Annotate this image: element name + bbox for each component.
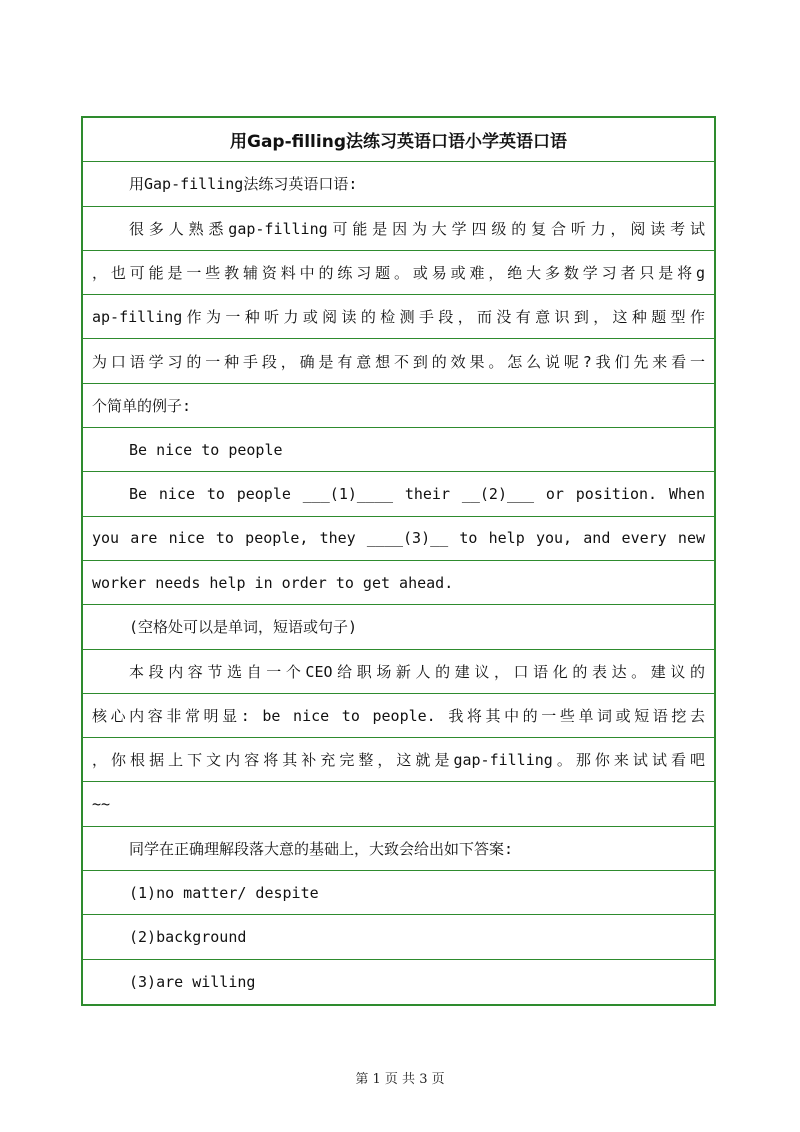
text-line-content: 个简单的例子:	[92, 396, 192, 415]
text-line-content: (2)background	[129, 927, 247, 946]
text-line-content: 核心内容非常明显: be nice to people. 我将其中的一些单词或短语挖去	[92, 707, 705, 725]
text-line	[83, 162, 714, 206]
text-line-content: 本段内容节选自一个CEO给职场新人的建议，口语化的表达。建议的	[129, 662, 705, 681]
text-line	[83, 561, 714, 605]
text-line	[83, 339, 714, 383]
text-line-content: ap-filling作为一种听力或阅读的检测手段，而没有意识到，这种题型作	[92, 308, 705, 327]
text-line	[83, 827, 714, 871]
text-line-content: ，你根据上下文内容将其补充完整，这就是gap-filling。那你来试试看吧	[92, 751, 705, 770]
text-line-content: (3)are willing	[129, 972, 256, 991]
text-line	[83, 517, 714, 561]
text-line	[83, 207, 714, 251]
text-line-content: (空格处可以是单词，短语或句子)	[129, 618, 358, 637]
text-line	[83, 915, 714, 959]
text-line-content: worker needs help in order to get ahead.	[92, 573, 454, 592]
text-line-content: Be nice to people ___(1)____ their __(2)___ or position. When	[129, 485, 705, 504]
text-line	[83, 738, 714, 782]
text-line-content: (1)no matter/ despite	[129, 883, 319, 902]
text-line-content: Be nice to people	[129, 440, 283, 459]
text-line-content: 用Gap-filling法练习英语口语:	[129, 175, 358, 194]
text-line	[83, 694, 714, 738]
text-line	[83, 428, 714, 472]
text-line	[83, 472, 714, 516]
text-line-content: ~~	[92, 795, 111, 814]
page-number: 第 1 页 共 3 页	[355, 1072, 445, 1087]
text-line	[83, 782, 714, 826]
document-body	[83, 162, 714, 1004]
text-line-content: 同学在正确理解段落大意的基础上，大致会给出如下答案:	[129, 839, 514, 858]
text-line	[83, 605, 714, 649]
text-line	[83, 871, 714, 915]
text-line-content: 很多人熟悉gap-filling可能是因为大学四级的复合听力，阅读考试	[129, 219, 705, 238]
text-line	[83, 295, 714, 339]
text-line	[83, 251, 714, 295]
document-title: 用Gap-filling法练习英语口语小学英语口语	[83, 118, 714, 162]
text-line-content: ，也可能是一些教辅资料中的练习题。或易或难，绝大多数学习者只是将g	[92, 264, 705, 283]
text-line-content: you are nice to people, they ____(3)__ to help you, and every new	[92, 529, 705, 548]
text-line	[83, 650, 714, 694]
document-table	[81, 116, 716, 1006]
text-line	[83, 960, 714, 1004]
text-line-content: 为口语学习的一种手段，确是有意想不到的效果。怎么说呢?我们先来看一	[92, 352, 705, 371]
text-line	[83, 384, 714, 428]
